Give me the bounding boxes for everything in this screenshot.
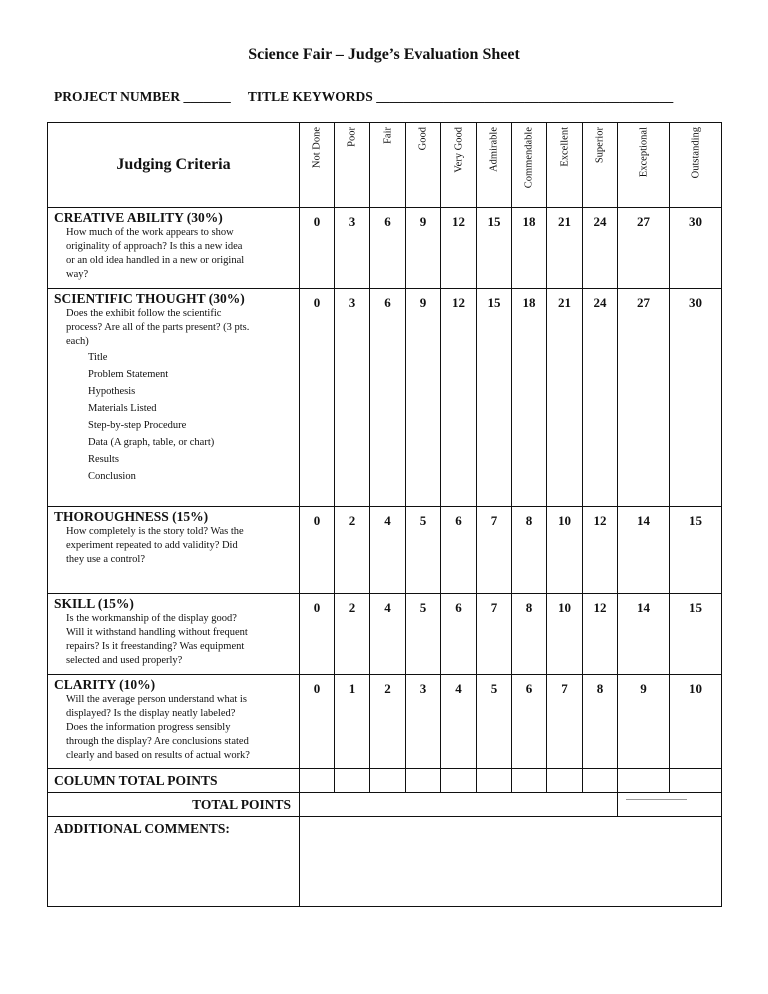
rating-column-header	[618, 123, 670, 208]
score-cell[interactable]: 10	[547, 594, 583, 675]
score-cell[interactable]: 4	[370, 507, 406, 594]
criteria-description-line: Is the workmanship of the display good?	[66, 613, 237, 624]
rating-column-header	[670, 123, 722, 208]
total-points-underline	[626, 799, 687, 800]
score-cell[interactable]: 12	[441, 208, 477, 289]
criteria-subitem: Materials Listed	[88, 403, 157, 414]
rating-column-header	[406, 123, 441, 208]
criteria-title: SKILL (15%)	[54, 596, 134, 611]
rating-column-header	[300, 123, 335, 208]
rating-column-header	[547, 123, 583, 208]
score-cell[interactable]: 8	[512, 594, 547, 675]
rating-column-header	[441, 123, 477, 208]
criteria-title: CREATIVE ABILITY (30%)	[54, 210, 223, 225]
score-cell[interactable]: 12	[441, 289, 477, 507]
score-cell[interactable]: 15	[477, 289, 512, 507]
score-cell[interactable]: 2	[335, 594, 370, 675]
column-total-cell[interactable]	[547, 769, 583, 793]
rating-column-label: Superior	[594, 127, 606, 164]
score-cell[interactable]: 15	[477, 208, 512, 289]
title-keywords-field[interactable]: TITLE KEYWORDS ____________________________________________	[247, 89, 674, 104]
score-cell[interactable]: 6	[370, 208, 406, 289]
score-cell[interactable]: 18	[512, 208, 547, 289]
criteria-cell	[48, 507, 300, 594]
score-cell[interactable]: 24	[583, 208, 618, 289]
criteria-description-line: they use a control?	[66, 554, 146, 565]
rating-column-header	[370, 123, 406, 208]
column-total-row	[48, 769, 722, 793]
score-cell[interactable]: 5	[477, 675, 512, 769]
criteria-description-line: How completely is the story told? Was the	[66, 526, 244, 537]
column-total-cell[interactable]	[477, 769, 512, 793]
rating-column-label: Very Good	[453, 127, 464, 173]
criteria-row	[48, 507, 722, 594]
criteria-description-line: Does the information progress sensibly	[66, 722, 231, 733]
total-points-blank	[300, 793, 618, 817]
score-cell[interactable]: 8	[583, 675, 618, 769]
criteria-row	[48, 289, 722, 507]
criteria-description-line: way?	[66, 269, 89, 280]
criteria-subitem: Problem Statement	[88, 369, 169, 380]
score-cell[interactable]: 7	[477, 507, 512, 594]
criteria-description-line: Will it withstand handling without frequent	[66, 627, 248, 638]
criteria-cell	[48, 208, 300, 289]
criteria-description-line: experiment repeated to add validity? Did	[66, 540, 238, 551]
rating-column-header	[583, 123, 618, 208]
score-cell[interactable]: 27	[618, 289, 670, 507]
score-cell[interactable]: 21	[547, 208, 583, 289]
rating-column-label: Excellent	[559, 127, 570, 167]
criteria-description-line: process? Are all of the parts present? (3 pts.	[66, 322, 250, 333]
criteria-description-line: displayed? Is the display neatly labeled?	[66, 708, 236, 719]
score-cell[interactable]: 15	[670, 507, 722, 594]
project-number-field[interactable]: PROJECT NUMBER _______	[54, 89, 231, 104]
rating-column-label: Admirable	[488, 127, 500, 172]
rating-column-label: Fair	[382, 127, 393, 144]
score-cell[interactable]: 6	[370, 289, 406, 507]
score-cell[interactable]: 3	[406, 675, 441, 769]
score-cell[interactable]: 6	[441, 507, 477, 594]
score-cell[interactable]: 0	[300, 594, 335, 675]
total-points-row	[48, 793, 722, 817]
criteria-row	[48, 594, 722, 675]
score-cell[interactable]: 3	[335, 289, 370, 507]
additional-comments-field[interactable]	[300, 817, 722, 907]
score-cell[interactable]: 24	[583, 289, 618, 507]
score-cell[interactable]: 0	[300, 208, 335, 289]
score-cell[interactable]: 30	[670, 208, 722, 289]
criteria-cell	[48, 675, 300, 769]
column-total-cell[interactable]	[370, 769, 406, 793]
criteria-description-line: selected and used properly?	[66, 655, 183, 666]
criteria-cell	[48, 594, 300, 675]
score-cell[interactable]: 14	[618, 594, 670, 675]
additional-comments-label: ADDITIONAL COMMENTS:	[48, 817, 300, 907]
total-points-input[interactable]	[618, 793, 722, 817]
column-total-cell[interactable]	[441, 769, 477, 793]
score-cell[interactable]: 6	[512, 675, 547, 769]
rating-column-label: Poor	[346, 127, 358, 147]
criteria-subitem: Data (A graph, table, or chart)	[88, 437, 215, 448]
score-cell[interactable]: 7	[477, 594, 512, 675]
score-cell[interactable]: 8	[512, 507, 547, 594]
score-cell[interactable]: 9	[406, 289, 441, 507]
rating-column-label: Exceptional	[638, 127, 649, 178]
criteria-subitem: Hypothesis	[88, 386, 136, 397]
criteria-description-line: clearly and based on results of actual work?	[66, 750, 250, 761]
criteria-subitem: Title	[88, 352, 108, 363]
criteria-description-line: each)	[66, 336, 89, 347]
column-total-label: COLUMN TOTAL POINTS	[48, 769, 300, 793]
criteria-header: Judging Criteria	[48, 123, 300, 208]
score-cell[interactable]: 9	[618, 675, 670, 769]
column-total-cell[interactable]	[670, 769, 722, 793]
criteria-description-line: or an old idea handled in a new or original	[66, 255, 245, 266]
score-cell[interactable]: 12	[583, 594, 618, 675]
criteria-cell	[48, 289, 300, 507]
column-total-cell[interactable]	[512, 769, 547, 793]
criteria-title: THOROUGHNESS (15%)	[54, 509, 209, 524]
score-cell[interactable]: 2	[370, 675, 406, 769]
column-total-cell[interactable]	[618, 769, 670, 793]
criteria-row	[48, 675, 722, 769]
score-cell[interactable]: 4	[370, 594, 406, 675]
score-cell[interactable]: 0	[300, 675, 335, 769]
score-cell[interactable]: 10	[547, 507, 583, 594]
criteria-subitem: Results	[88, 454, 119, 465]
rating-column-label: Not Done	[311, 127, 323, 169]
total-points-label: TOTAL POINTS	[48, 793, 300, 817]
evaluation-table	[47, 122, 722, 907]
rating-column-label: Commendable	[523, 127, 535, 189]
score-cell[interactable]: 7	[547, 675, 583, 769]
rating-column-label: Outstanding	[690, 127, 701, 179]
score-cell[interactable]: 9	[406, 208, 441, 289]
criteria-title: SCIENTIFIC THOUGHT (30%)	[54, 291, 245, 306]
score-cell[interactable]: 15	[670, 594, 722, 675]
score-cell[interactable]: 10	[670, 675, 722, 769]
score-cell[interactable]: 14	[618, 507, 670, 594]
criteria-description-line: repairs? Is it freestanding? Was equipment	[66, 641, 245, 652]
column-total-cell[interactable]	[335, 769, 370, 793]
score-cell[interactable]: 0	[300, 289, 335, 507]
criteria-row	[48, 208, 722, 289]
criteria-title: CLARITY (10%)	[54, 677, 156, 692]
score-cell[interactable]: 4	[441, 675, 477, 769]
page-title: Science Fair – Judge’s Evaluation Sheet	[248, 46, 520, 63]
score-cell[interactable]: 27	[618, 208, 670, 289]
criteria-description-line: How much of the work appears to show	[66, 227, 234, 238]
rating-column-header	[335, 123, 370, 208]
score-cell[interactable]: 5	[406, 594, 441, 675]
criteria-description-line: Will the average person understand what is	[66, 694, 247, 705]
rating-column-header	[512, 123, 547, 208]
criteria-subitem: Conclusion	[88, 471, 136, 482]
column-total-cell[interactable]	[406, 769, 441, 793]
score-cell[interactable]: 30	[670, 289, 722, 507]
score-cell[interactable]: 2	[335, 507, 370, 594]
criteria-subitem: Step-by-step Procedure	[88, 420, 187, 431]
score-cell[interactable]: 18	[512, 289, 547, 507]
column-total-cell[interactable]	[300, 769, 335, 793]
comments-row	[48, 817, 722, 907]
score-cell[interactable]: 5	[406, 507, 441, 594]
criteria-description-line: Does the exhibit follow the scientific	[66, 308, 222, 319]
rating-column-header	[477, 123, 512, 208]
rating-column-label: Good	[417, 127, 429, 151]
criteria-description-line: through the display? Are conclusions stated	[66, 736, 249, 747]
column-total-cell[interactable]	[583, 769, 618, 793]
score-cell[interactable]: 1	[335, 675, 370, 769]
score-cell[interactable]: 21	[547, 289, 583, 507]
score-cell[interactable]: 3	[335, 208, 370, 289]
score-cell[interactable]: 6	[441, 594, 477, 675]
score-cell[interactable]: 12	[583, 507, 618, 594]
criteria-description-line: originality of approach? Is this a new idea	[66, 241, 243, 252]
score-cell[interactable]: 0	[300, 507, 335, 594]
header-fields	[54, 89, 673, 105]
